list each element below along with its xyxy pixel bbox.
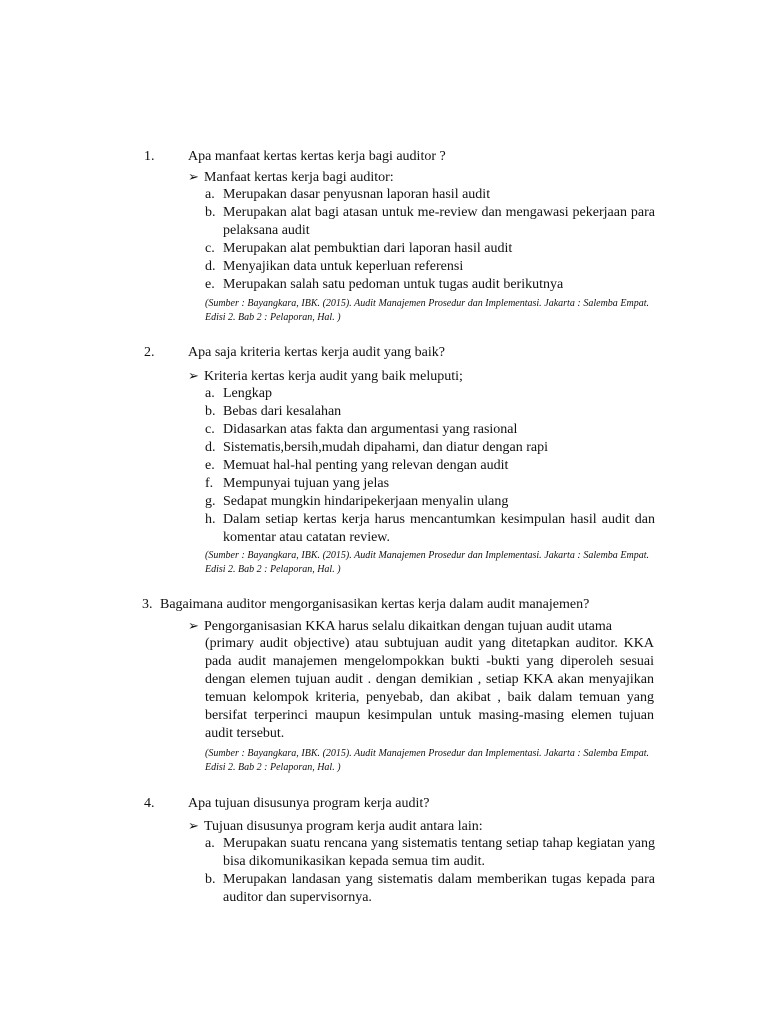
question-text: Apa manfaat kertas kertas kerja bagi auditor ? [188, 149, 446, 164]
question-number: 4. [144, 796, 155, 811]
question-number: 3. [142, 597, 153, 612]
answer-list [205, 835, 655, 907]
answer-lead: ➢ Manfaat kertas kerja bagi auditor: [188, 169, 394, 185]
question-text: Bagaimana auditor mengorganisasikan kertas kerja dalam audit manajemen? [160, 597, 590, 612]
arrow-bullet-icon: ➢ [188, 368, 199, 383]
question-text: Apa tujuan disusunya program kerja audit? [188, 796, 430, 811]
answer-paragraph: (primary audit objective) atau subtujuan audit yang ditetapkan auditor. KKA pada audit manajemen mengelompokkan bukti -bukti yang diperoleh sesuai dengan elemen tujuan audit . dengan demikian , setiap KKA akan menyajikan temuan kelompok kriteria, penyebab, dan akibat , baik dalam temuan yang bersifat terperinci maupun kesimpulan untuk masing-masing elemen tujuan audit tersebut. [205, 636, 654, 741]
list-item: c. Didasarkan atas fakta dan argumentasi yang rasional [205, 422, 518, 437]
answer-lead: ➢ Pengorganisasian KKA harus selalu dikaitkan dengan tujuan audit utama [188, 618, 612, 634]
list-item: a. Merupakan suatu rencana yang sistematis tentang setiap tahap kegiatan yang bisa dikomunikasikan kepada semua tim audit. [205, 836, 655, 869]
arrow-bullet-icon: ➢ [188, 169, 199, 184]
question-text: Apa saja kriteria kertas kerja audit yang baik? [188, 345, 445, 360]
answer-list [205, 186, 655, 294]
list-item: b. Merupakan landasan yang sistematis dalam memberikan tugas kepada para auditor dan supervisornya. [205, 872, 655, 905]
list-item: b. Bebas dari kesalahan [205, 404, 342, 419]
list-item: e. Merupakan salah satu pedoman untuk tugas audit berikutnya [205, 277, 564, 292]
question-number: 2. [144, 345, 155, 360]
list-item: d. Sistematis,bersih,mudah dipahami, dan diatur dengan rapi [205, 440, 549, 455]
arrow-bullet-icon: ➢ [188, 818, 199, 833]
question-number: 1. [144, 149, 155, 164]
list-item: d. Menyajikan data untuk keperluan referensi [205, 259, 464, 274]
list-item: f. Mempunyai tujuan yang jelas [205, 476, 390, 491]
list-item: h. Dalam setiap kertas kerja harus mencantumkan kesimpulan hasil audit dan komentar atau catatan review. [205, 512, 655, 545]
arrow-bullet-icon: ➢ [188, 618, 199, 633]
answer-lead: ➢ Kriteria kertas kerja audit yang baik meluputi; [188, 368, 463, 384]
answer-lead: ➢ Tujuan disusunya program kerja audit antara lain: [188, 818, 483, 834]
list-item: g. Sedapat mungkin hindaripekerjaan menyalin ulang [205, 494, 509, 509]
list-item: e. Memuat hal-hal penting yang relevan dengan audit [205, 458, 509, 473]
source-citation: (Sumber : Bayangkara, IBK. (2015). Audit Manajemen Prosedur dan Implementasi. Jakarta : Salemba Empat. Edisi 2. Bab 2 : Pelaporan, Hal. ) [205, 550, 649, 575]
source-citation: (Sumber : Bayangkara, IBK. (2015). Audit Manajemen Prosedur dan Implementasi. Jakarta : Salemba Empat. Edisi 2. Bab 2 : Pelaporan, Hal. ) [205, 748, 649, 773]
list-item: a. Lengkap [205, 386, 272, 401]
source-citation: (Sumber : Bayangkara, IBK. (2015). Audit Manajemen Prosedur dan Implementasi. Jakarta : Salemba Empat. Edisi 2. Bab 2 : Pelaporan, Hal. ) [205, 298, 649, 323]
list-item: b. Merupakan alat bagi atasan untuk me-review dan mengawasi pekerjaan para pelaksana audit [205, 205, 655, 238]
answer-list [205, 385, 655, 547]
list-item: c. Merupakan alat pembuktian dari laporan hasil audit [205, 241, 513, 256]
list-item: a. Merupakan dasar penyusnan laporan hasil audit [205, 187, 491, 202]
